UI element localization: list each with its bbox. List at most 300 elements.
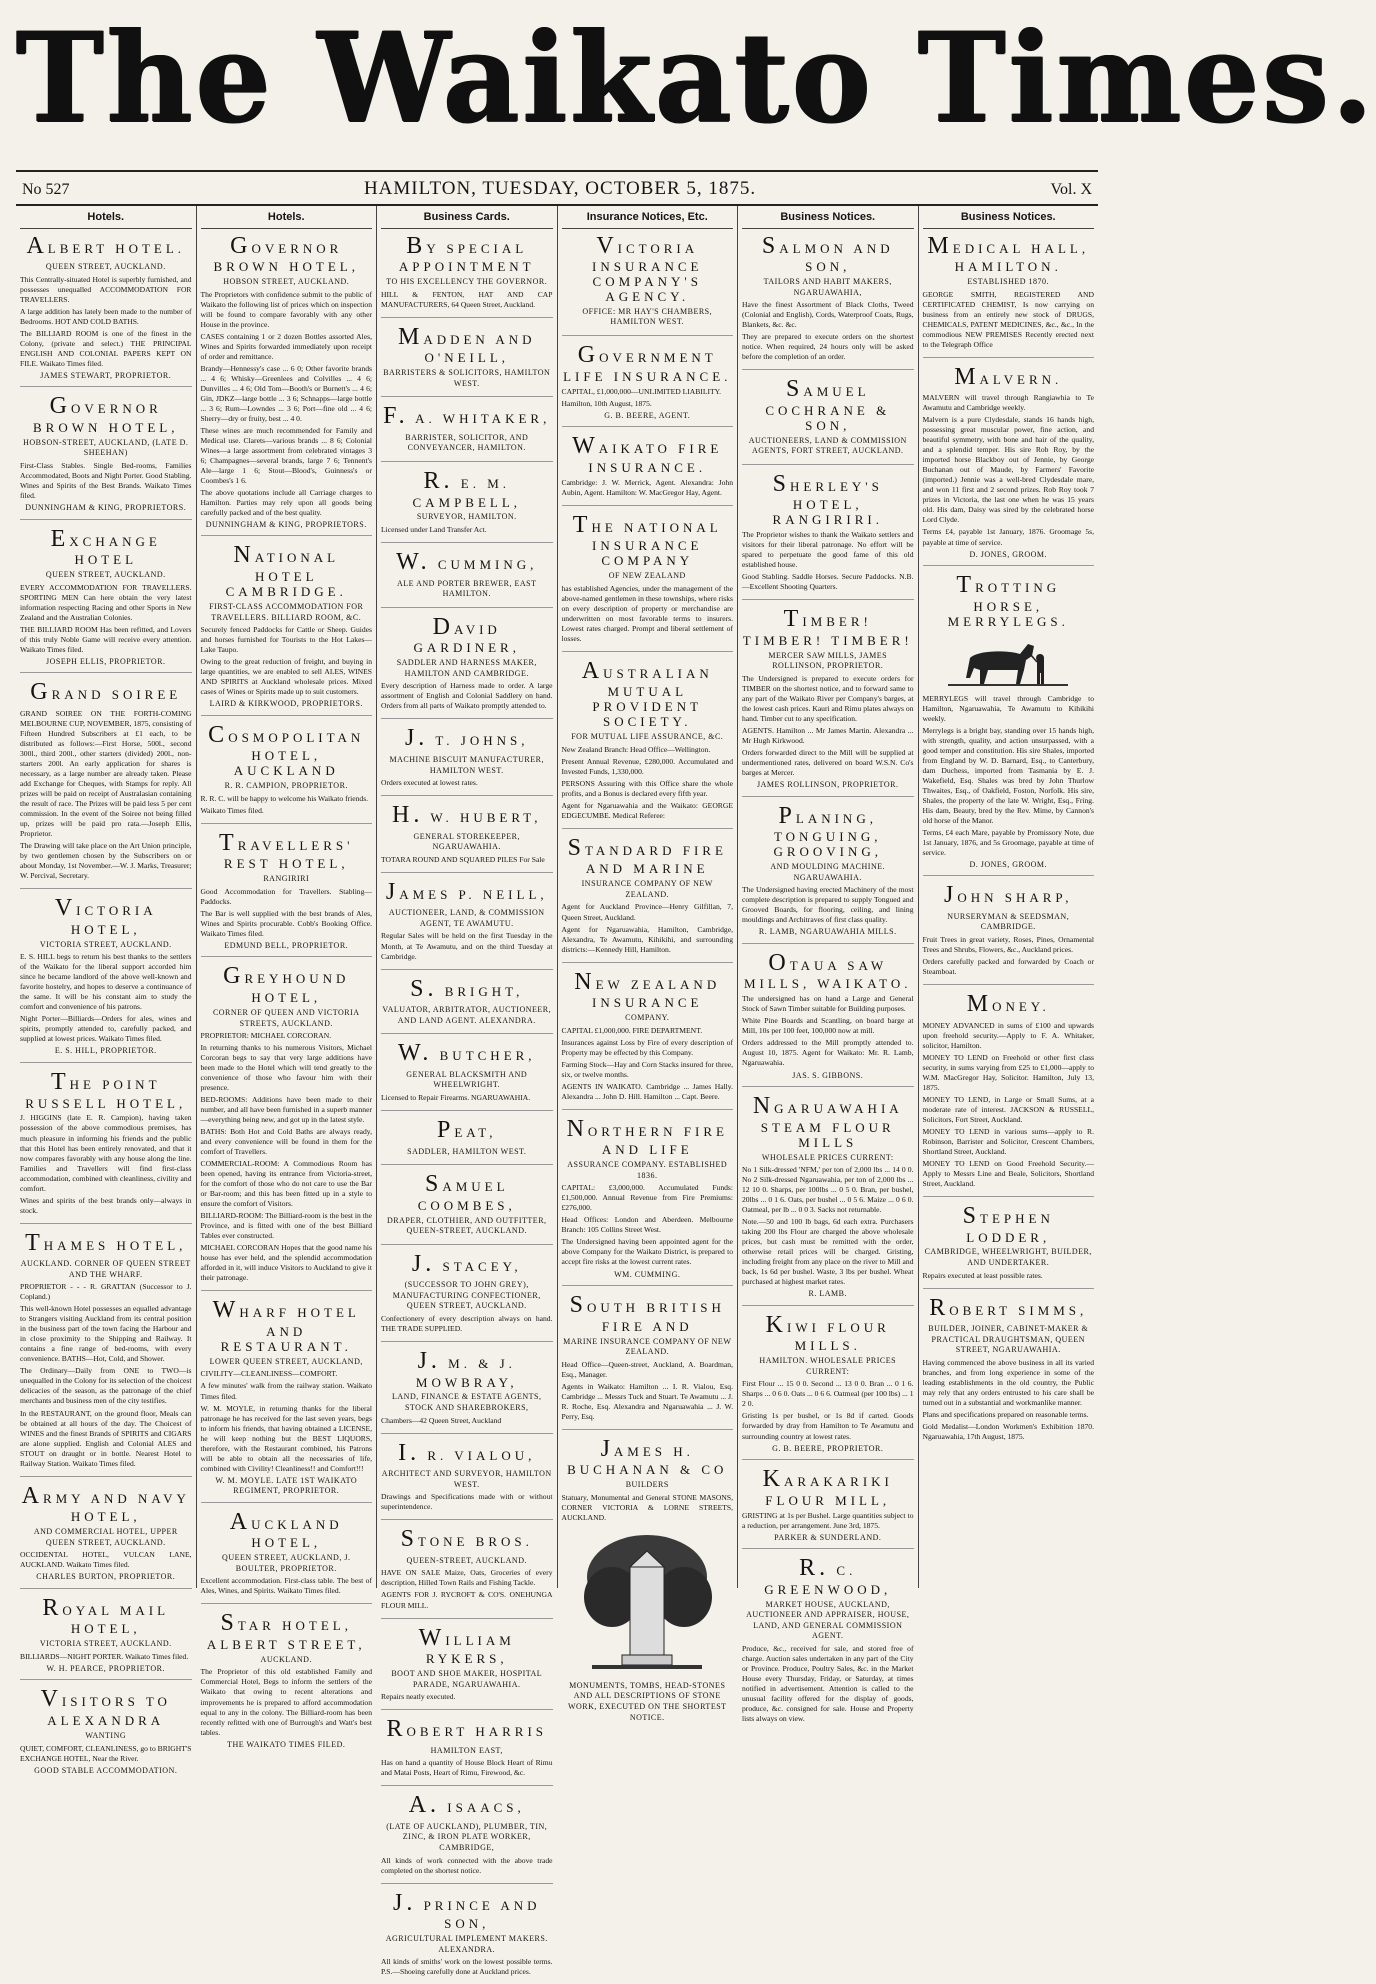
ad-body xyxy=(20,1550,192,1570)
ad-subtitle: CAMBRIDGE, WHEELWRIGHT, BUILDER, AND UNDERTAKER. xyxy=(924,1247,1092,1267)
ad-title: PEAT, xyxy=(437,1116,497,1143)
ad-paragraph: MONEY TO LEND on Freehold or other first class security, in sums varying from £25 to £1,000—apply to W.M. MacGregor Hay, Solicitor. Hamilton, July 13, 1875. xyxy=(922,1052,1094,1092)
ad-subtitle: ARCHITECT AND SURVEYOR, HAMILTON WEST. xyxy=(381,1469,552,1489)
ad-paragraph: No 1 Silk-dressed 'NFM,' per ton of 2,000 lbs ... 14 0 0. No 2 Silk-dressed Ngaruawahia, per ton of 2,000 lbs ... 12 10 0. Sharps, per 100lbs ... 0 5 0. Bran, per bushel, 20lbs ... 0 1 6. Oats, per bushel ... 0 5 6. Maize ... 0 6 0. Oatmeal, per lb ... 0 0 3. Sacks not returnable. xyxy=(742,1165,914,1215)
advertisement xyxy=(742,376,914,465)
advertisement xyxy=(20,1230,192,1477)
ad-paragraph: The Proprietors with confidence submit to the public of Waikato the following list of prices which on inspection will be found to compare favorably with any other House in the province. xyxy=(200,289,372,329)
ad-title: NGARUAWAHIA STEAM FLOUR MILLS xyxy=(752,1093,903,1150)
ad-paragraph: Present Annual Revenue, £280,000. Accumulated and Invested Funds, 1,330,000. xyxy=(561,756,733,776)
advertisement xyxy=(923,364,1095,566)
ad-paragraph: The Undersigned having been appointed agent for the above Company for the Waikato District, is prepared to accept fire risks at the lowest current rates. xyxy=(561,1237,733,1267)
ad-title: MONEY. xyxy=(966,991,1050,1018)
ad-subtitle: MARINE INSURANCE COMPANY OF NEW ZEALAND. xyxy=(563,1336,732,1357)
ad-paragraph: Gristing 1s per bushel, or 1s 8d if carted. Goods forwarded by dray from Hamilton to Te Awamutu and surrounding country at lowest rates. xyxy=(742,1411,914,1441)
ad-title: F. A. WHITAKER, xyxy=(383,403,551,430)
ad-body xyxy=(923,1021,1095,1189)
advertisement xyxy=(562,1436,734,1728)
ad-paragraph: R. R. C. will be happy to welcome his Waikato friends. xyxy=(200,793,369,803)
column-1 xyxy=(16,206,197,1775)
ad-subtitle: (SUCCESSOR TO JOHN GREY), MANUFACTURING CONFECTIONER, QUEEN STREET, AUCKLAND. xyxy=(392,1280,541,1311)
column-5 xyxy=(738,206,919,1723)
ad-body xyxy=(381,1093,553,1103)
ad-paragraph: MALVERN will travel through Rangiawhia to Te Awamutu and Cambridge weekly. xyxy=(922,393,1094,413)
ad-paragraph: This Centrally-situated Hotel is superbly furnished, and possesses unequalled ACCOMMODATION FOR TRAVELLERS. xyxy=(20,274,192,304)
monument-illustration xyxy=(572,1527,722,1677)
ad-title: PLANING, TONGUING, GROOVING, xyxy=(773,802,883,860)
ad-title: ALBERT HOTEL. xyxy=(26,232,186,259)
ad-paragraph: MONEY TO LEND, in Large or Small Sums, at a moderate rate of interest. JACKSON & RUSSELL, Solicitors, Fort Street, Auckland. xyxy=(922,1094,1094,1124)
column-heading: Business Notices. xyxy=(923,206,1095,229)
advertisement xyxy=(381,549,553,608)
advertisement xyxy=(381,1890,553,1984)
ad-subtitle: AUCKLAND. CORNER OF QUEEN STREET AND THE WHARF. xyxy=(20,1259,191,1279)
ad-paragraph: Malvern is a pure Clydesdale, stands 16 hands high, possessing great muscular power, fine action, and beautiful symmetry, with bone and hair of the quality, and a splendid temper. His sire Rob Roy, by the imported horse Blackboy out of Jennie, by George Buchanan out of Maude, by Farmers' Favorite (imported.) Jennie was a well-bred Clydesdale mare, and won 11 first and 2 second prizes. Rob Roy took 7 prizes in Victoria, the last one when he was 15 years old. His dam, Daisy was sired by the celebrated horse Lord Clyde. xyxy=(922,415,1094,525)
ad-paragraph: The undersigned has on hand a Large and General Stock of Sawn Timber suitable for Building purposes. xyxy=(742,994,914,1014)
ad-title: STONE BROS. xyxy=(400,1526,533,1553)
ad-subtitle: MERCER SAW MILLS, JAMES ROLLINSON, PROPRIETOR. xyxy=(768,650,888,671)
ad-body xyxy=(742,1511,914,1531)
ad-paragraph: Head Office—Queen-street, Auckland, A. Boardman, Esq., Manager. xyxy=(561,1359,733,1379)
ad-subtitle: GENERAL STOREKEEPER, NGARUAWAHIA. xyxy=(413,831,520,852)
ad-signature: D. JONES, GROOM. xyxy=(969,859,1048,869)
ad-paragraph: Gold Medalist—London Workmen's Exhibition 1870. Ngaruawahia, 17th August, 1875. xyxy=(922,1421,1094,1441)
issue-date: HAMILTON, TUESDAY, OCTOBER 5, 1875. xyxy=(363,178,757,199)
ad-body xyxy=(381,1856,553,1876)
ad-title: ROYAL MAIL HOTEL, xyxy=(42,1594,170,1637)
ad-paragraph: THE BILLIARD ROOM Has been refitted, and Lovers of this truly Noble Game will receive every attention. Waikato Times filed. xyxy=(20,624,192,654)
ad-title: SHERLEY'S HOTEL, RANGIRIRI. xyxy=(772,470,883,528)
ad-signature: R. LAMB. xyxy=(808,1289,847,1299)
advertisement xyxy=(381,725,553,796)
advertisement xyxy=(923,1203,1095,1289)
ad-title: J. T. JOHNS, xyxy=(404,725,529,752)
ad-title: H. W. HUBERT, xyxy=(392,802,542,829)
advertisement xyxy=(562,342,734,427)
ad-title: THE POINT RUSSELL HOTEL, xyxy=(25,1068,187,1111)
ad-body xyxy=(742,885,914,925)
ad-subtitle: AUCKLAND. xyxy=(260,1654,312,1664)
ad-subtitle: NURSERYMAN & SEEDSMAN, CAMBRIDGE. xyxy=(947,911,1070,932)
ad-body xyxy=(201,1667,373,1737)
column-heading: Hotels. xyxy=(201,206,373,229)
ad-paragraph: Hamilton, 10th August, 1875. xyxy=(561,398,652,408)
advertisement xyxy=(201,1297,373,1502)
ad-signature: JAS. S. GIBBONS. xyxy=(792,1070,864,1080)
ad-body xyxy=(562,902,734,954)
ad-paragraph: AGENTS FOR J. RYCROFT & CO'S. ONEHUNGA FLOUR MILL. xyxy=(381,1590,553,1610)
ad-body xyxy=(381,1314,553,1334)
ad-body xyxy=(201,625,373,697)
ad-title: TROTTING HORSE, MERRYLEGS. xyxy=(947,572,1069,629)
ad-body xyxy=(20,1113,192,1215)
ad-paragraph: E. S. HILL begs to return his best thanks to the settlers of the Waikato for the liberal support accorded him since he became landlord of the above well-known and favorite hostelry, and hopes to deserve a continuance of the same. It will be his constant aim to study the comfort and convenience of his patrons. xyxy=(20,952,192,1012)
ad-title: MEDICAL HALL, HAMILTON. xyxy=(927,232,1090,275)
ad-paragraph: The Drawing will take place on the Art Union principle, by two gentlemen chosen by the Subscribers on or about Monday, 1st November.—W. J. Marks, Treasurer; W. Percival, Secretary. xyxy=(20,841,192,881)
advertisement xyxy=(20,1483,192,1589)
ad-subtitle: BARRISTER, SOLICITOR, AND CONVEYANCER, HAMILTON. xyxy=(405,432,529,453)
ad-body xyxy=(381,855,553,865)
ad-subtitle: LAND, FINANCE & ESTATE AGENTS, STOCK AND SHAREBROKERS, xyxy=(392,1392,542,1413)
column-heading: Insurance Notices, Etc. xyxy=(562,206,734,229)
ad-paragraph: GRISTING at 1s per Bushel. Large quantities subject to a reduction, per arrangement. June 3rd, 1875. xyxy=(742,1510,914,1530)
ad-body xyxy=(923,1271,1095,1281)
columns xyxy=(16,206,1098,1977)
ad-signature: EDMUND BELL, PROPRIETOR. xyxy=(224,940,349,950)
advertisement xyxy=(381,324,553,398)
ad-subtitle: VALUATOR, ARBITRATOR, AUCTIONEER, AND LAND AGENT. ALEXANDRA. xyxy=(382,1005,552,1025)
ad-paragraph: The Bar is well supplied with the best brands of Ales, Wines and Spirits procurable. Cobb's Booking Office. Waikato Times filed. xyxy=(200,908,372,938)
ad-subtitle: MARKET HOUSE, AUCKLAND, AUCTIONEER AND APPRAISER, HOUSE, LAND, AND GENERAL COMMISSION AGENT. xyxy=(746,1599,910,1641)
ad-title: GOVERNMENT LIFE INSURANCE. xyxy=(563,342,732,384)
ad-body xyxy=(562,1360,734,1422)
ad-paragraph: New Zealand Branch: Head Office—Wellington. xyxy=(561,744,711,754)
ad-subtitle: LOWER QUEEN STREET, AUCKLAND, xyxy=(209,1356,363,1366)
ad-title: SAMUEL COCHRANE & SON, xyxy=(765,376,891,433)
ad-paragraph: W. M. MOYLE, in returning thanks for the liberal patronage he has received for the last seven years, begs to inform his friends, that having obtained a LICENSE, he will keep nothing but the BEST LIQUORS, therefore, with the Restaurant combined, his Patrons will be able to obtain all the necessaries of life, combined with Civility! Cleanliness!! and Comfort!!! xyxy=(200,1403,372,1473)
ad-subtitle: AGRICULTURAL IMPLEMENT MAKERS. ALEXANDRA. xyxy=(385,1934,548,1954)
ad-title: THE NATIONAL INSURANCE COMPANY xyxy=(572,511,722,569)
ad-signature: THE WAIKATO TIMES FILED. xyxy=(227,1739,346,1749)
ad-paragraph: Brandy—Hennessy's case ... 6 0; Other favorite brands ... 4 6; Whisky—Greenlees and Colvilles ... 4 6; Dunvilles ... 4 6; Old Tom—Booth's or Burnett's ... 4 6; Gin, JDKZ—large bottle ... 3 6; Schnapps—large bottle ... 3 6; Rum—Lowndes ... 3 6; Port—fine old ... 4 6; Sherry—dry or fruity, best ... 4 0. xyxy=(200,363,372,423)
ad-paragraph: All kinds of work connected with the above trade completed on the shortest notice. xyxy=(381,1855,553,1875)
advertisement xyxy=(742,950,914,1087)
ad-subtitle: OF NEW ZEALAND xyxy=(608,571,686,581)
ad-title: J. STACEY, xyxy=(411,1250,522,1277)
ad-title: MADDEN AND O'NEILL, xyxy=(397,323,536,366)
ad-subtitle: SADDLER AND HARNESS MAKER, HAMILTON AND CAMBRIDGE. xyxy=(396,658,537,678)
ad-paragraph: Fruit Trees in great variety, Roses, Pines, Ornamental Trees and Shrubs, Flowers, &c., Auckland prices. xyxy=(922,935,1094,955)
column-heading: Business Notices. xyxy=(742,206,914,229)
ad-subtitle: TAILORS AND HABIT MAKERS, NGARUAWAHIA, xyxy=(763,277,892,297)
ad-paragraph: Have the finest Assortment of Black Cloths, Tweed (Colonial and English), Cords, Waterproof Coats, Rugs, Blankets, &c. &c. xyxy=(742,300,914,330)
ad-paragraph: GRAND SOIREE ON THE FORTH-COMING MELBOURNE CUP, NOVEMBER, 1875, consisting of Fifteen Hundred Subscribers at £1 each, to be distributed as follows:—First Horse, 500l., second 300l., third 200l., other starters (divided) 200l., non-starters 200l. An early application for shares is necessary, as a large number are already taken. Please add Exchange for Cheques, with Stamps for reply. All prizes will be paid on receipt of Australasian containing the result of race. The Prizes will be paid less 5 per cent commission. In the event of the Soiree not being filled up, prizes will be paid pro rata.—Joseph Ellis, Proprietor. xyxy=(20,708,192,839)
ad-title: NORTHERN FIRE AND LIFE xyxy=(566,1115,728,1158)
advertisement xyxy=(20,526,192,674)
ad-paragraph: Licensed under Land Transfer Act. xyxy=(381,525,487,535)
ad-paragraph: AGENTS. Hamilton ... Mr James Martin. Alexandra ... Mr Hugh Kirkwood. xyxy=(742,726,914,746)
ad-paragraph: Cambridge: J. W. Merrick, Agent. Alexandra: John Aubin, Agent. Hamilton: W. MacGregor Hay, Agent. xyxy=(561,477,733,497)
ad-title: JAMES H. BUCHANAN & CO xyxy=(567,1435,728,1478)
ad-body xyxy=(201,794,373,816)
ad-title: WAIKATO FIRE INSURANCE. xyxy=(572,433,723,475)
ad-paragraph: Agent for Auckland Province—Henry Gilfillan, 7, Queen Street, Auckland. xyxy=(561,902,733,922)
ad-paragraph: First Flour ... 15 0 0. Second ... 13 0 0. Bran ... 0 1 6. Sharps ... 0 6 0. Oats ... 0 6 6. Oatmeal (per 100 lbs) ... 1 2 0. xyxy=(742,1379,914,1409)
ad-title: JOHN SHARP, xyxy=(944,882,1073,909)
ad-paragraph: Good Accommodation for Travellers. Stabling—Paddocks. xyxy=(200,886,372,906)
ad-body xyxy=(201,290,373,518)
ad-title: A. ISAACS, xyxy=(408,1792,525,1819)
ad-subtitle: MACHINE BISCUIT MANUFACTURER, HAMILTON WEST. xyxy=(389,754,544,775)
advertisement xyxy=(923,572,1095,876)
column-heading: Hotels. xyxy=(20,206,192,229)
ad-subtitle: BOOT AND SHOE MAKER, HOSPITAL PARADE, NGARUAWAHIA. xyxy=(391,1669,543,1689)
ad-paragraph: Orders addressed to the Mill promptly attended to. August 10, 1875. Agent for Waikato: Mr. R. Lamb, Ngaruawahia. xyxy=(742,1038,914,1068)
ad-subtitle: HAMILTON. WHOLESALE PRICES CURRENT: xyxy=(759,1356,897,1376)
ad-paragraph: Regular Sales will be held on the first Tuesday in the Month, at Te Awamutu, and on the third Tuesday at Cambridge. xyxy=(381,931,553,961)
ad-title: I. R. VIALOU, xyxy=(398,1439,536,1466)
ad-signature: MONUMENTS, TOMBS, HEAD-STONES AND ALL DESCRIPTIONS OF STONE WORK, EXECUTED ON THE SHORTEST NOTICE. xyxy=(567,1680,727,1722)
ad-subtitle: OFFICE: MR HAY'S CHAMBERS, HAMILTON WEST. xyxy=(582,306,713,327)
ad-subtitle: R. R. CAMPION, PROPRIETOR. xyxy=(224,781,348,791)
advertisement xyxy=(201,963,373,1291)
ad-paragraph: Merrylegs is a bright bay, standing over 15 hands high, with strength, quality, and action unsurpassed, with a good temper and constitution. His sire Shales, imported from England by W. D. Barnard, Esq., to Canterbury, dam Duchess, imported from Tasmania by E. J. Wakefield, Esq. Shales was bred by John Thurlow Thwaites, Esq., of Oakfield, Foston, Norfolk. His sire, Shales, the property of the late W. Wright, Esq., Fring. His dam, Beauty, bred by the Rev. Mime, by Cannon's old horse of the Manor. xyxy=(922,725,1094,825)
ad-subtitle: SADDLER, HAMILTON WEST. xyxy=(407,1146,527,1156)
ad-body xyxy=(923,290,1095,350)
advertisement xyxy=(201,542,373,715)
ad-body xyxy=(742,300,914,362)
ad-body xyxy=(923,694,1095,858)
ad-subtitle: WANTING xyxy=(85,1730,127,1740)
ad-paragraph: A few minutes' walk from the railway station. Waikato Times filed. xyxy=(200,1381,372,1401)
ad-body xyxy=(742,530,914,592)
ad-subtitle: GENERAL BLACKSMITH AND WHEELWRIGHT. xyxy=(406,1069,528,1090)
ad-body xyxy=(562,478,734,498)
advertisement xyxy=(562,1292,734,1430)
ad-paragraph: Orders forwarded direct to the Mill will be supplied at undermentioned rates, delivered on board W.S.N. Co's barges at Mercer. xyxy=(742,748,914,778)
ad-signature: GOOD STABLE ACCOMMODATION. xyxy=(34,1765,178,1775)
ad-paragraph: CAPITAL: £3,000,000. Accumulated Funds: £1,500,000. Annual Revenue from Fire Premiums: £276,000. xyxy=(561,1183,733,1213)
ad-body xyxy=(381,1692,553,1702)
ad-signature: G. B. BEERE, AGENT. xyxy=(604,410,691,420)
advertisement xyxy=(381,1348,553,1434)
ad-paragraph: HAVE ON SALE Maize, Oats, Groceries of every description, Hilled Town Rails and Fishing Tackle. xyxy=(381,1568,553,1588)
advertisement xyxy=(201,1610,373,1755)
ad-paragraph: MONEY ADVANCED in sums of £100 and upwards upon freehold security.—Apply to F. A. Whitaker, solicitor, Hamilton. xyxy=(922,1020,1094,1050)
ad-paragraph: AGENTS IN WAIKATO. Cambridge ... James Hally. Alexandra ... John D. Hill. Hamilton ... Capt. Beere. xyxy=(561,1081,733,1101)
ad-paragraph: The Undersigned having erected Machinery of the most complete description is prepared to supply Tongued and Grooved Boards, for flooring, ceiling, and lining mouldings and Architraves of first class quality. xyxy=(742,885,914,925)
advertisement xyxy=(381,802,553,873)
ad-signature: LAIRD & KIRKWOOD, PROPRIETORS. xyxy=(209,699,363,709)
ad-title: OTAUA SAW MILLS, WAIKATO. xyxy=(744,949,912,992)
ad-body xyxy=(742,994,914,1068)
ad-subtitle: ALE AND PORTER BREWER, EAST HAMILTON. xyxy=(397,578,537,599)
advertisement xyxy=(381,976,553,1035)
ad-paragraph: Plans and specifications prepared on reasonable terms. xyxy=(922,1409,1089,1419)
ad-title: BY SPECIAL APPOINTMENT xyxy=(398,232,535,275)
ad-title: MALVERN. xyxy=(954,363,1063,390)
ad-title: DAVID GARDINER, xyxy=(413,613,520,656)
ad-paragraph: Note.—50 and 100 lb bags, 6d each extra. Purchasers taking 200 lbs Flour are charged the above wholesale prices, but cash must be remitted with the order, otherwise retail prices will be charged. Gristing, including freight from any place on the river to Mill and back, 1s 6d per bushel. Waste, 3 lbs per bushel. Wheat purchased at highest market rates. xyxy=(742,1217,914,1287)
ad-paragraph: The Proprietor of this old established Family and Commercial Hotel, Begs to inform the settlers of the Waikato that owing to recent alterations and improvements he is prepared to afford accommodation equal to any in the colony. The Billiard-room has been recently refitted with one of Burrough's and Watt's best tables. xyxy=(200,1667,372,1737)
ad-paragraph: has established Agencies, under the management of the above-named gentlemen in these townships, where risks on every description of property or merchandise are underwritten on most favorable terms to insurers. Lowest rates charged. Prompt and liberal settlement of losses. xyxy=(561,583,733,643)
ad-paragraph: Farming Stock—Hay and Corn Stacks insured for three, six, or twelve months. xyxy=(561,1059,733,1079)
ad-paragraph: QUIET, COMFORT, CLEANLINESS, go to BRIGHT'S EXCHANGE HOTEL, Near the River. xyxy=(20,1743,192,1763)
ad-title: VICTORIA INSURANCE COMPANY'S AGENCY. xyxy=(592,232,703,304)
ad-title: NATIONAL HOTEL CAMBRIDGE. xyxy=(225,542,347,600)
ad-signature: PARKER & SUNDERLAND. xyxy=(774,1532,882,1542)
ad-paragraph: The above quotations include all Carriage charges to Hamilton. Parties may rely upon all goods being carefully packed and of the best quality. xyxy=(200,487,372,517)
advertisement xyxy=(20,679,192,889)
advertisement xyxy=(742,606,914,796)
ad-subtitle: QUEEN STREET, AUCKLAND, J. BOULTER, PROPRIETOR. xyxy=(222,1553,351,1573)
advertisement xyxy=(201,722,373,824)
ad-signature: JOSEPH ELLIS, PROPRIETOR. xyxy=(46,656,166,666)
ad-body xyxy=(201,1031,373,1283)
advertisement xyxy=(562,1116,734,1286)
ad-subtitle: DRAPER, CLOTHIER, AND OUTFITTER, QUEEN-STREET, AUCKLAND. xyxy=(386,1215,547,1236)
ad-title: SOUTH BRITISH FIRE AND xyxy=(569,1292,725,1334)
advertisement xyxy=(381,1040,553,1111)
ad-title: GREYHOUND HOTEL, xyxy=(223,963,350,1006)
ad-subtitle: BUILDER, JOINER, CABINET-MAKER & PRACTICAL DRAUGHTSMAN, QUEEN STREET, NGARUAWAHIA. xyxy=(928,1324,1089,1355)
ad-body xyxy=(20,709,192,881)
ad-paragraph: The Undersigned is prepared to execute orders for TIMBER on the shortest notice, and to forward same to any part of the Waikato River per Company's barges, at the lowest cash prices. Kauri and Rimu plates always on hand. Timber cut to any specification. xyxy=(742,673,914,724)
ad-paragraph: Orders executed at lowest rates. xyxy=(381,778,478,788)
ad-paragraph: MICHAEL CORCORAN Hopes that the good name his house has ever held, and the splendid accommodation afforded in it, will induce Visitors to Auckland to give it their patronage. xyxy=(200,1243,372,1283)
ad-title: ROBERT SIMMS, xyxy=(929,1294,1088,1321)
ad-title: ROBERT HARRIS xyxy=(386,1716,548,1743)
ad-signature: JAMES STEWART, PROPRIETOR. xyxy=(40,370,172,380)
ad-paragraph: Has on hand a quantity of House Block Heart of Rimu and Matai Posts, Heart of Rimu, Firewood, &c. xyxy=(381,1758,553,1778)
advertisement xyxy=(562,835,734,963)
advertisement xyxy=(381,468,553,543)
ad-paragraph: White Pine Boards and Scantling, on board barge at Mill, 10s per 100 feet, 100,000 now at mill. xyxy=(742,1016,914,1036)
ad-paragraph: Chambers—42 Queen Street, Auckland xyxy=(381,1415,502,1425)
ad-title: J. PRINCE AND SON, xyxy=(392,1889,541,1932)
ad-paragraph: TOTARA ROUND AND SQUARED PILES For Sale xyxy=(381,854,545,864)
advertisement xyxy=(20,1069,192,1224)
advertisement xyxy=(381,1171,553,1245)
ad-body xyxy=(742,1379,914,1441)
advertisement xyxy=(562,433,734,506)
ad-signature: JAMES ROLLINSON, PROPRIETOR. xyxy=(757,780,899,790)
advertisement xyxy=(381,1716,553,1786)
ad-title: S. BRIGHT, xyxy=(410,975,524,1002)
ad-body xyxy=(201,887,373,939)
ad-subtitle: QUEEN STREET, AUCKLAND. xyxy=(45,570,166,580)
ad-body xyxy=(20,1744,192,1764)
ad-paragraph: Agent for Ngaruawahia, Hamilton, Cambridge, Alexandra, Te Awamutu, Kihikihi, and surrounding districts:—Kennedy Hill, Hamilton. xyxy=(561,924,733,954)
ad-paragraph: Produce, &c., received for sale, and stored free of charge. Auction sales undertaken in any part of the City or Province. Produce, Poultry Sales, &c. in the Market House every Thursday, Friday, or Saturday, at times notified in advertisement. Attention is called to the unusual facility offered for the display of goods, produce, &c. consigned for sale. House and Property lists always on view. xyxy=(742,1643,914,1723)
ad-signature: DUNNINGHAM & KING, PROPRIETORS. xyxy=(25,503,187,513)
ad-title: STAR HOTEL, ALBERT STREET, xyxy=(206,1610,366,1652)
ad-paragraph: Terms, £4 each Mare, payable by Promissory Note, due 1st January, 1876, and 5s Groomage, payable at time of service. xyxy=(922,827,1094,857)
advertisement xyxy=(381,1117,553,1165)
advertisement xyxy=(742,1093,914,1306)
ad-paragraph: All kinds of smiths' work on the lowest possible terms. P.S.—Shoeing carefully done at Auckland prices. xyxy=(381,1957,553,1977)
ad-subtitle: AND MOULDING MACHINE. NGARUAWAHIA. xyxy=(770,862,886,882)
ad-paragraph: HILL & FENTON, HAT AND CAP MANUFACTURERS, 64 Queen Street, Auckland. xyxy=(381,289,553,309)
ad-body xyxy=(20,952,192,1044)
ad-paragraph: Insurances against Loss by Fire of every description of Property may be effected by this Company. xyxy=(561,1037,733,1057)
ad-paragraph: MONEY TO LEND on Good Freehold Security.—Apply to Messrs Line and Beale, Solicitors, Shortland Street, Auckland. xyxy=(922,1158,1094,1188)
ad-paragraph: Agent for Ngaruawahia and the Waikato: GEORGE EDGECUMBE. Medical Referee: xyxy=(561,800,733,820)
ad-title: VISITORS TO ALEXANDRA xyxy=(40,1686,171,1729)
ad-paragraph: Statuary, Monumental and General STONE MASONS, CORNER VICTORIA & LORNE STREETS, AUCKLAND. xyxy=(561,1492,733,1522)
ad-title: AUSTRALIAN MUTUAL PROVIDENT SOCIETY. xyxy=(581,657,713,730)
advertisement xyxy=(201,1509,373,1605)
ad-subtitle: BARRISTERS & SOLICITORS, HAMILTON WEST. xyxy=(383,368,551,388)
ad-body xyxy=(923,393,1095,547)
ad-body xyxy=(201,1576,373,1596)
ad-paragraph: CAPITAL £1,000,000. FIRE DEPARTMENT. xyxy=(561,1025,703,1035)
ad-subtitle: SURVEYOR, HAMILTON. xyxy=(416,512,517,522)
advertisement xyxy=(742,1312,914,1460)
ad-subtitle: HOBSON STREET, AUCKLAND. xyxy=(223,277,350,287)
ad-paragraph: OCCIDENTAL HOTEL, VULCAN LANE, AUCKLAND. Waikato Times filed. xyxy=(20,1550,192,1570)
advertisement xyxy=(923,882,1095,985)
ad-paragraph: Having commenced the above business in all its varied branches, and from long experience in some of the leading establishments in the old country, the Public may rely that any orders entrusted to his care shall be turned out in a substantial and workmanlike manner. xyxy=(922,1357,1094,1407)
advertisement xyxy=(923,991,1095,1197)
ad-paragraph: The Proprietor wishes to thank the Waikato settlers and visitors for their liberal patronage. No effort will be spared to perpetuate the good fame of this old established house. xyxy=(742,530,914,570)
advertisement xyxy=(381,1625,553,1711)
ad-paragraph: Orders carefully packed and forwarded by Coach or Steamboat. xyxy=(922,957,1094,977)
ad-title: KIWI FLOUR MILLS. xyxy=(765,1311,890,1354)
ad-subtitle: TO HIS EXCELLENCY THE GOVERNOR. xyxy=(386,277,548,287)
ad-body xyxy=(923,1358,1095,1442)
ad-signature: WM. CUMMING. xyxy=(614,1269,681,1279)
advertisement xyxy=(381,1440,553,1521)
ad-body xyxy=(381,931,553,961)
advertisement xyxy=(742,1466,914,1549)
ad-title: WHARF HOTEL AND RESTAURANT. xyxy=(212,1297,360,1354)
ad-paragraph: Repairs neatly executed. xyxy=(381,1692,456,1702)
advertisement xyxy=(20,233,192,388)
ad-paragraph: EVERY ACCOMMODATION FOR TRAVELLERS. SPORTING MEN Can here obtain the very latest information respecting Racing and other Sports in New Zealand and the Australian Colonies. xyxy=(20,582,192,622)
ad-title: NEW ZEALAND INSURANCE xyxy=(574,968,721,1011)
ad-paragraph: In the RESTAURANT, on the ground floor, Meals can be obtained at all hours of the day. The Choicest of WINES and the finest Brands of SPIRITS and CIGARS are alone supplied. English and Colonial ALES and STOUT on draught or in bottle. Nearest Hotel to Railway Station. Waikato Times filed. xyxy=(20,1408,192,1468)
ad-body xyxy=(562,584,734,644)
ad-body xyxy=(381,525,553,535)
ad-title: AUCKLAND HOTEL, xyxy=(229,1508,343,1551)
ad-signature: W. H. PEARCE, PROPRIETOR. xyxy=(46,1663,166,1673)
ad-subtitle: FIRST-CLASS ACCOMMODATION FOR TRAVELLERS. BILLIARD ROOM, &C. xyxy=(209,601,364,622)
ad-paragraph: A large addition has lately been made to the number of Bedrooms. HOT AND COLD BATHS. xyxy=(20,306,192,326)
column-6 xyxy=(919,206,1099,1588)
ad-paragraph: Owing to the great reduction of freight, and buying in large quantities, we are enabled to sell ALES, WINES AND SPIRITS at Auckland wholesale prices. Mixed cases of Wines or Spirits made up to suit customers. xyxy=(200,657,372,697)
advertisement xyxy=(20,1686,192,1781)
ad-title: W. CUMMING, xyxy=(396,549,538,576)
dateline xyxy=(16,170,1098,206)
advertisement xyxy=(381,233,553,318)
ad-subtitle: QUEEN STREET, AUCKLAND. xyxy=(45,262,166,272)
ad-body xyxy=(20,275,192,369)
ad-body xyxy=(381,1416,553,1426)
advertisement xyxy=(562,512,734,652)
ad-title: KARAKARIKI FLOUR MILL, xyxy=(762,1466,893,1508)
ad-signature: D. JONES, GROOM. xyxy=(969,549,1048,559)
ad-paragraph: In returning thanks to his numerous Visitors, Michael Corcoran begs to say that very large additions have been made to the Hotel which will tend greatly to the convenience of those who favour him with their presence. xyxy=(200,1043,372,1093)
advertisement xyxy=(381,879,553,970)
advertisement xyxy=(20,895,192,1063)
ad-paragraph: Excellent accommodation. First-class table. The best of Ales, Wines, and Spirits. Waikato Times filed. xyxy=(200,1576,372,1596)
ad-body xyxy=(381,1568,553,1610)
ad-subtitle: VICTORIA STREET, AUCKLAND. xyxy=(39,1639,172,1649)
advertisement xyxy=(742,1555,914,1731)
ad-paragraph: Waikato Times filed. xyxy=(200,805,264,815)
advertisement xyxy=(562,658,734,829)
ad-paragraph: Good Stabling. Saddle Horses. Secure Paddocks. N.B.—Excellent Shooting Quarters. xyxy=(742,572,914,592)
ad-paragraph: PROPRIETOR - - - R. GRATTAN (Successor to J. Copland.) xyxy=(20,1282,192,1302)
ad-paragraph: Drawings and Specifications made with or without superintendence. xyxy=(381,1492,553,1512)
ad-body xyxy=(742,1165,914,1287)
advertisement xyxy=(381,403,553,462)
ad-title: ARMY AND NAVY HOTEL, xyxy=(21,1482,190,1525)
ad-subtitle: QUEEN-STREET, AUCKLAND. xyxy=(406,1555,527,1565)
ad-paragraph: CIVILITY—CLEANLINESS—COMFORT. xyxy=(200,1369,338,1379)
ad-paragraph: This well-known Hotel possesses an equalled advantage to Strangers visiting Auckland from its central position in the business part of the town facing the Harbour and in close proximity to the Shipping and Railway. It contains a fine range of bed-rooms, with every convenience. BATHS—Hot, Cold, and Shower. xyxy=(20,1304,192,1364)
ad-subtitle: AND COMMERCIAL HOTEL, UPPER QUEEN STREET, AUCKLAND. xyxy=(33,1527,178,1547)
ad-title: R. C. GREENWOOD, xyxy=(764,1555,892,1597)
ad-title: SAMUEL COOMBES, xyxy=(417,1171,516,1213)
ad-title: EXCHANGE HOTEL xyxy=(50,525,161,568)
ad-title: J. M. & J. MOWBRAY, xyxy=(415,1347,518,1390)
ad-paragraph: MONEY TO LEND in various sums—apply to R. Robinson, Barrister and Solicitor, Crescent Chambers, Shortland Street, Auckland. xyxy=(922,1126,1094,1156)
issue-number: No 527 xyxy=(22,181,70,198)
ad-title: TRAVELLERS' REST HOTEL, xyxy=(219,829,354,872)
ad-subtitle: FOR MUTUAL LIFE ASSURANCE, &C. xyxy=(571,732,724,742)
